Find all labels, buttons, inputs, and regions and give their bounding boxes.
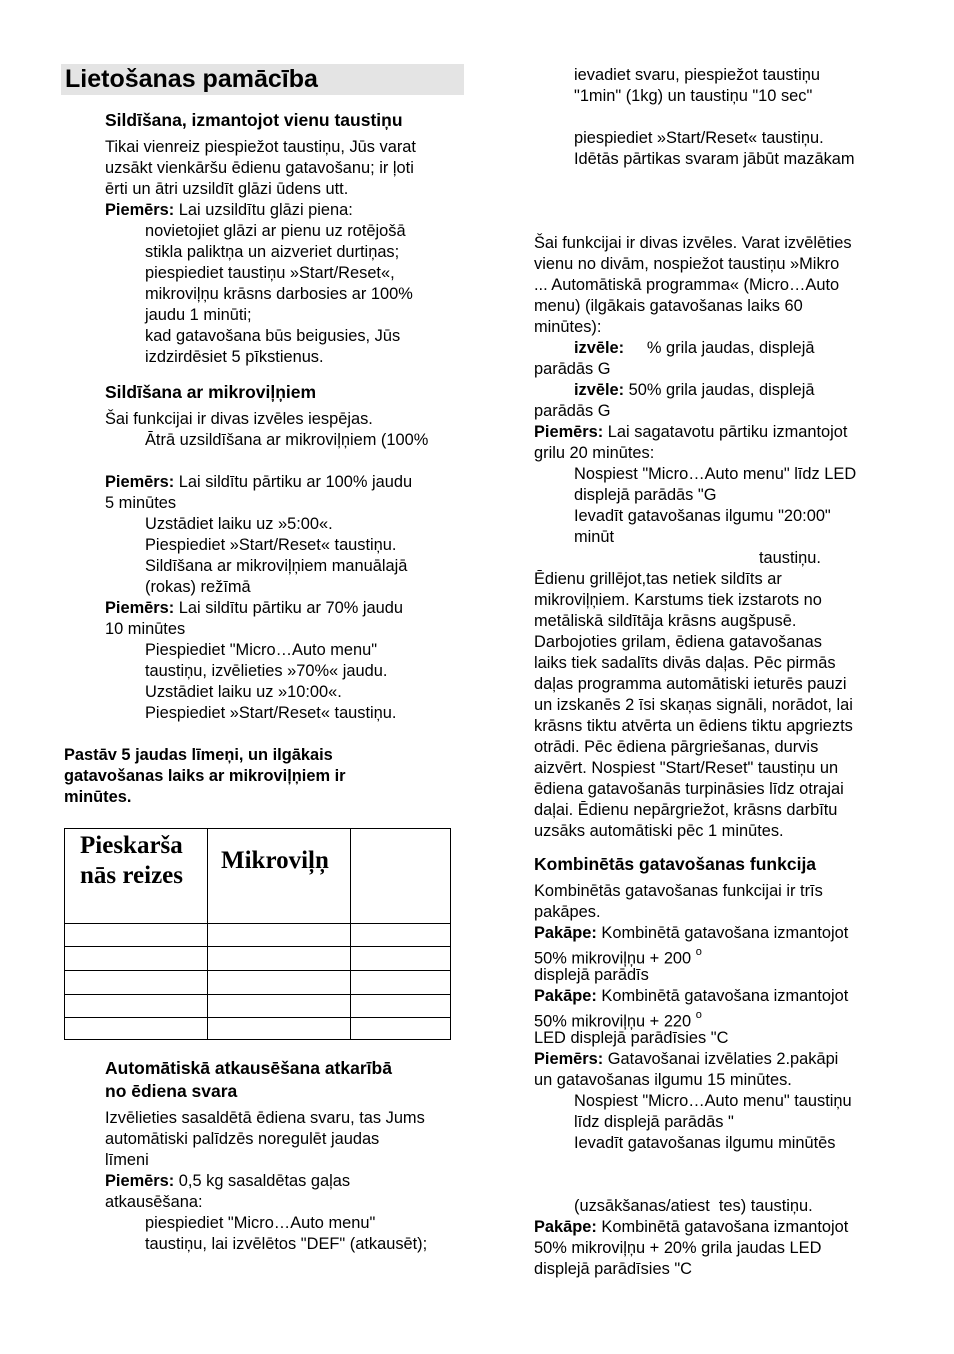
option-line: parādās G	[534, 360, 611, 378]
step-line: (rokas) režīmā	[145, 578, 251, 596]
table-header-presses: Pieskarša	[80, 832, 183, 859]
paragraph-line: krāsns tiktu atvērta un ēdiens tiktu apgriezts	[534, 717, 853, 735]
section-heading-defrost: Automātiskā atkausēšana atkarībā	[105, 1058, 392, 1078]
paragraph-line: Ātrā uzsildīšana ar mikroviļņiem (100%	[145, 431, 429, 449]
stage-line	[534, 923, 848, 944]
paragraph-line: uzsāks automātiski pēc 1 minūtes.	[534, 822, 784, 840]
step-line: displejā parādās "G	[574, 486, 717, 504]
paragraph-line: ... Automātiskā programma« (Micro…Auto	[534, 276, 840, 294]
stage-line	[534, 1217, 848, 1238]
step-line: Ievadīt gatavošanas ilgumu "20:00"	[574, 507, 831, 525]
step-line: Nospiest "Micro…Auto menu" līdz LED	[574, 465, 857, 483]
stage-text: 50% mikroviļņu + 200	[534, 949, 696, 968]
example-label: Piemērs:	[105, 1172, 175, 1190]
stage-text: 50% mikroviļņu + 220	[534, 1012, 696, 1031]
paragraph-line: aizvērt. Nospiest "Start/Reset" taustiņu un	[534, 759, 839, 777]
paragraph-line: ērti un ātri uzsildīt glāzi ūdens utt.	[105, 180, 349, 198]
step-line: taustiņu, izvēlieties »70%« jaudu.	[145, 662, 388, 680]
example-line: un gatavošanas ilgumu 15 minūtes.	[534, 1071, 792, 1089]
example-line: atkausēšana:	[105, 1193, 203, 1211]
paragraph-line: mikroviļņiem. Karstums tiek izstarots no	[534, 591, 822, 609]
stage-line: 50% mikroviļņu + 20% grila jaudas LED	[534, 1239, 822, 1257]
paragraph-line: daļai. Ēdienu nepārgriežot, krāsns darbītu	[534, 801, 838, 819]
note-line: minūtes.	[64, 788, 132, 806]
stage-line: displejā parādīs	[534, 966, 649, 984]
example-label: Piemērs:	[534, 423, 604, 441]
paragraph-line: un izskanēs 2 īsi skaņas signāli, norādot, lai	[534, 696, 853, 714]
option-text: 50% grila jaudas, displejā	[624, 381, 815, 399]
step-line: Piespiediet "Micro…Auto menu"	[145, 641, 378, 659]
step-line: Uzstādiet laiku uz »5:00«.	[145, 515, 333, 533]
step-line: Idētās pārtikas svaram jābūt mazākam	[574, 150, 855, 168]
example-line	[105, 1171, 350, 1192]
paragraph-line: Tikai vienreiz piespiežot taustiņu, Jūs varat	[105, 138, 416, 156]
example-text: Lai sagatavotu pārtiku izmantojot	[603, 423, 848, 441]
step-line: jaudu 1 minūti;	[145, 306, 252, 324]
example-text: 0,5 kg sasaldētas gaļas	[174, 1172, 351, 1190]
example-line: grilu 20 minūtes:	[534, 444, 655, 462]
stage-text: Kombinētā gatavošana izmantojot	[596, 1218, 849, 1236]
section-heading-combination: Kombinētās gatavošanas funkcija	[534, 854, 817, 874]
section-heading-microwave: Sildīšana ar mikroviļņiem	[105, 382, 317, 402]
paragraph-line: līmeni	[105, 1151, 149, 1169]
paragraph-line: Kombinētās gatavošanas funkcijai ir trīs	[534, 882, 823, 900]
stage-label: Pakāpe:	[534, 924, 597, 942]
paragraph-line: laiks tiek sadalīts divās daļas. Pēc pirmās	[534, 654, 836, 672]
option-line	[574, 380, 815, 401]
example-label: Piemērs:	[105, 599, 175, 617]
note-line: gatavošanas laiks ar mikroviļņiem ir	[64, 767, 346, 785]
step-line: taustiņu, lai izvēlētos "DEF" (atkausēt);	[145, 1235, 428, 1253]
step-line: piespiediet taustiņu »Start/Reset«,	[145, 264, 395, 282]
example-line	[105, 472, 412, 493]
paragraph-line: pakāpes.	[534, 903, 601, 921]
paragraph-line: Šai funkcijai ir divas izvēles iespējas.	[105, 410, 373, 428]
example-text: Lai sildītu pārtiku ar 70% jaudu	[174, 599, 403, 617]
example-line: 10 minūtes	[105, 620, 186, 638]
example-line: 5 minūtes	[105, 494, 177, 512]
section-heading-one-touch: Sildīšana, izmantojot vienu taustiņu	[105, 110, 403, 130]
example-line	[105, 200, 353, 221]
step-line: taustiņu.	[759, 549, 821, 567]
example-line	[534, 1049, 838, 1070]
stage-line: LED displejā parādīsies "C	[534, 1029, 729, 1047]
step-line: Sildīšana ar mikroviļņiem manuālajā	[145, 557, 408, 575]
step-line: Nospiest "Micro…Auto menu" taustiņu	[574, 1092, 852, 1110]
paragraph-line: otrādi. Pēc ēdiena pārgriešanas, durvis	[534, 738, 819, 756]
stage-line: displejā parādīsies "C	[534, 1260, 692, 1278]
table-divider	[65, 1017, 450, 1018]
step-line: piespiediet »Start/Reset« taustiņu.	[574, 129, 824, 147]
paragraph-line: uzsākt vienkāršu ēdienu gatavošanu; ir ļoti	[105, 159, 414, 177]
step-line: novietojiet glāzi ar pienu uz rotējošā	[145, 222, 406, 240]
step-line: Ievadīt gatavošanas ilgumu minūtēs	[574, 1134, 836, 1152]
step-line: Piespiediet »Start/Reset« taustiņu.	[145, 536, 397, 554]
degree-mark: o	[695, 946, 702, 958]
stage-line	[534, 986, 848, 1007]
step-line: stikla paliktņa un aizveriet durtiņas;	[145, 243, 400, 261]
table-divider	[65, 946, 450, 947]
paragraph-line: Darbojoties grilam, ēdiena gatavošanas	[534, 633, 822, 651]
step-line: kad gatavošana būs beigusies, Jūs	[145, 327, 401, 345]
step-line: Uzstādiet laiku uz »10:00«.	[145, 683, 342, 701]
table-divider	[65, 994, 450, 995]
stage-text: Kombinētā gatavošana izmantojot	[596, 924, 849, 942]
paragraph-line: metāliskā sildītāja krāsns augšpusē.	[534, 612, 797, 630]
example-text: Gatavošanai izvēlaties 2.pakāpi	[603, 1050, 839, 1068]
option-line	[574, 338, 815, 359]
step-line: piespiediet "Micro…Auto menu"	[145, 1214, 376, 1232]
step-line: ievadiet svaru, piespiežot taustiņu	[574, 66, 821, 84]
step-line: minūt	[574, 528, 615, 546]
example-label: Piemērs:	[534, 1050, 604, 1068]
stage-label: Pakāpe:	[534, 987, 597, 1005]
paragraph-line: Ēdienu grillējot,tas netiek sildīts ar	[534, 570, 782, 588]
step-line: līdz displejā parādās "	[574, 1113, 734, 1131]
degree-mark: o	[695, 1009, 702, 1021]
note-line: Pastāv 5 jaudas līmeņi, un ilgākais	[64, 746, 333, 764]
stage-label: Pakāpe:	[534, 1218, 597, 1236]
option-line: parādās G	[534, 402, 611, 420]
page-title: Lietošanas pamācība	[65, 65, 318, 93]
paragraph-line: ēdiena gatavošanās turpināsies līdz otrajai	[534, 780, 844, 798]
example-label: Piemērs:	[105, 201, 175, 219]
example-line	[534, 422, 847, 443]
paragraph-line: minūtes):	[534, 318, 602, 336]
step-line: Piespiediet »Start/Reset« taustiņu.	[145, 704, 397, 722]
stage-text: Kombinētā gatavošana izmantojot	[596, 987, 849, 1005]
paragraph-line: vienu no divām, nospiežot taustiņu »Mikro	[534, 255, 840, 273]
example-text: Lai sildītu pārtiku ar 100% jaudu	[174, 473, 413, 491]
paragraph-line: Šai funkcijai ir divas izvēles. Varat izvēlēties	[534, 234, 852, 252]
table-divider	[350, 829, 351, 1039]
option-label: izvēle:	[574, 339, 625, 357]
paragraph-line: automātiski palīdzēs noregulēt jaudas	[105, 1130, 380, 1148]
table-divider	[65, 923, 450, 924]
table-divider	[207, 829, 208, 1039]
option-label: izvēle:	[574, 381, 625, 399]
table-header-presses: nās reizes	[80, 862, 183, 889]
option-text: % grila jaudas, displejā	[624, 339, 815, 357]
step-line: (uzsākšanas/atiest tes) taustiņu.	[574, 1197, 813, 1215]
paragraph-line: daļas programma automātiski ieturēs pauzi	[534, 675, 847, 693]
paragraph-line: menu) (ilgākais gatavošanas laiks 60	[534, 297, 803, 315]
example-text: Lai uzsildītu glāzi piena:	[174, 201, 353, 219]
step-line: "1min" (1kg) un taustiņu "10 sec"	[574, 87, 813, 105]
paragraph-line: Izvēlieties sasaldētā ēdiena svaru, tas Jums	[105, 1109, 425, 1127]
power-level-table	[64, 828, 451, 1040]
example-line	[105, 598, 403, 619]
section-heading-defrost: no ēdiena svara	[105, 1081, 238, 1101]
step-line: mikroviļņu krāsns darbosies ar 100%	[145, 285, 413, 303]
table-header-microwave: Mikroviļņ	[221, 847, 329, 874]
example-label: Piemērs:	[105, 473, 175, 491]
step-line: izdzirdēsiet 5 pīkstienus.	[145, 348, 324, 366]
table-divider	[65, 970, 450, 971]
